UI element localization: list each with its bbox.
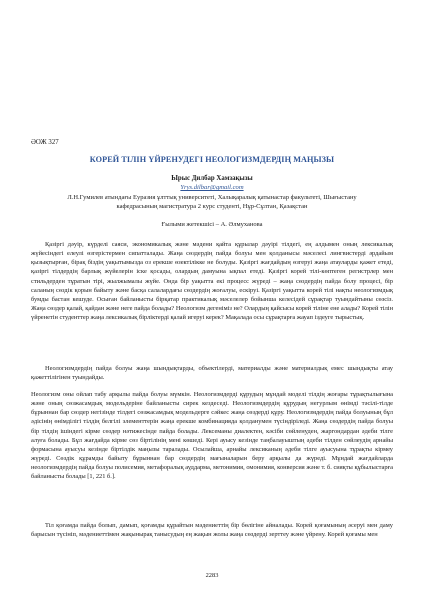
- author-email-link[interactable]: Yrys.dilbar@gmail.com: [180, 184, 244, 191]
- body-paragraph-1: [31, 240, 393, 322]
- body-paragraph-3: [31, 390, 393, 482]
- scientific-supervisor: Ғылыми жетекшісі – А. Әлмуханова: [161, 221, 263, 228]
- paragraph-text: Неологизм оны ойлап табу арқылы пайда болуы мүмкін. Неологизмдерді құрудың мұндай моделі тілдің жоғары тұрақтылығына және оның сөзжасамдық модельдеріне байланысты сирек кездеседі. Неологизмдердің құрудың негурлым өнімді тәсілі-тілде бұрыннан бар сөздер негізінде тілдегі сөзжасамдық модельдерге сәйкес жаңа сөздерді құру. Неологизмдердің пайда болуының бұл әдісінің өнімділігі тілдің белгілі элементтерін жаңа ерекше комбинацияда қолданумен түсіндіріледі. Жаңа сөздердің пайда болуы бір тілдің ішіндегі кірме сөздер нәтижесінде пайда болады. Лексеманы диалектен, кәсіби сөйленуден, жаргондардан әдеби тілге алуға болады. Бұл жағдайда кірме сөз біртілінің мені көшеді. Кері ауысу кезінде таңбалауыштың әдеби тілден сөйлеудің арнайы формасына ауысуы кезінде біртілдік маңызы таралады. Осылайша, арнайы лексиканың әдеби тілге ауысуына тұрақты кірмеу жүреді. Сөздік құрамды байыту бұрыннан бар сөздердің мағыналарын беру арқылы да жүреді. Мұндай жағдайларда неологизмдердің пайда болуы полисемия, метафоралық ауддарма, метонимия, омонимия, конверсия және т. б. сияқты құбылыстарға байланысты болады [1, 221 б.].: [31, 391, 393, 481]
- udc-code: ӘОЖ 327: [31, 139, 59, 146]
- body-paragraph-4: [31, 521, 393, 539]
- article-title: КОРЕЙ ТІЛІН ҮЙРЕНУДЕГІ НЕОЛОГИЗМДЕРДІҢ МАҢЫЗЫ: [89, 155, 335, 164]
- paragraph-text: Тіл қоғамда пайда болып, дамып, қоғамды құрайтын мәдениеттің бір бөлігіне айналады. Корей қоғамының әсеруі мен даму барысын түсініп, мәдениеттімен жақынырақ танысудың ең жақын жолы жаңа сөздерді зерттеу және үйрену. Корей қоғамы мен: [31, 522, 393, 539]
- author-name: Ырыс Дилбар Хамзақызы: [171, 175, 253, 182]
- body-paragraph-2: [31, 364, 393, 382]
- page-number: 2283: [205, 572, 219, 579]
- author-affiliation: Л.Н.Гумилев атындағы Еуразия ұлттық университеті, Халықаралық қатынастар факультеті, Шығыстану кафедрасының магистратура 2 курс студенті, Нұр-Сұлтан, Қазақстан: [67, 194, 357, 211]
- paragraph-text: Неологизмдердің пайда болуы жаңа шындықтарды, объектілерді, материалды және материалдық емес шындықты атау қажеттілігінен туындайды.: [31, 365, 393, 382]
- paragraph-text: Қазіргі дәуір, күрделі саяси, экономикалық және мәдени қайта құрылар дәуірі тілдегі, ең алдымен оның лексикалық жүйесіндегі елеулі өзгерістермен сипатталады. Жаңа сөздердің пайда болуы мен қолданысы мәселесі лингвистерді әрдайым қызықтырған, бірақ біздің уақытымызда оз ерекше өзектілікке не болуды. Қазіргі жағдайдың өзгеруі жаңа атауларды қажет етеді, қазіргі тілдердің барлық жүйелерін іске қосады, олардың дамуына ықпал етеді. Қазіргі корей тілі-көптеген регистрлер мен стильдерден тұратын тірі, жылжымалы жүйе. Онда бір уақытта екі процесс жүреді – жаңа сөздердің пайда болу процесі, бір саланың сөздік қорын байыту және басқа салалардағы сөздердің жоғалуы, ескіруі. Қазіргі уақытта корей тілі нақты неологизмдық бумды бастан кешуде. Осыған байланысты бірқатар практикалық мәселелер бойынша келесідей сұрақтар туындайтыны сөзсіз. Жаңа сөздер қалай, қайдан және неге пайда болады? Неологизм дегеніміз не? Олардың қайсысы корей тіліне ене алады? Корей тілін үйренетін студенттер жаңа лексикалық бірліктерді қалай игеруі керек? Мақалада осы сұрақтарға жауап іздеуге тырыстық.: [31, 241, 393, 322]
